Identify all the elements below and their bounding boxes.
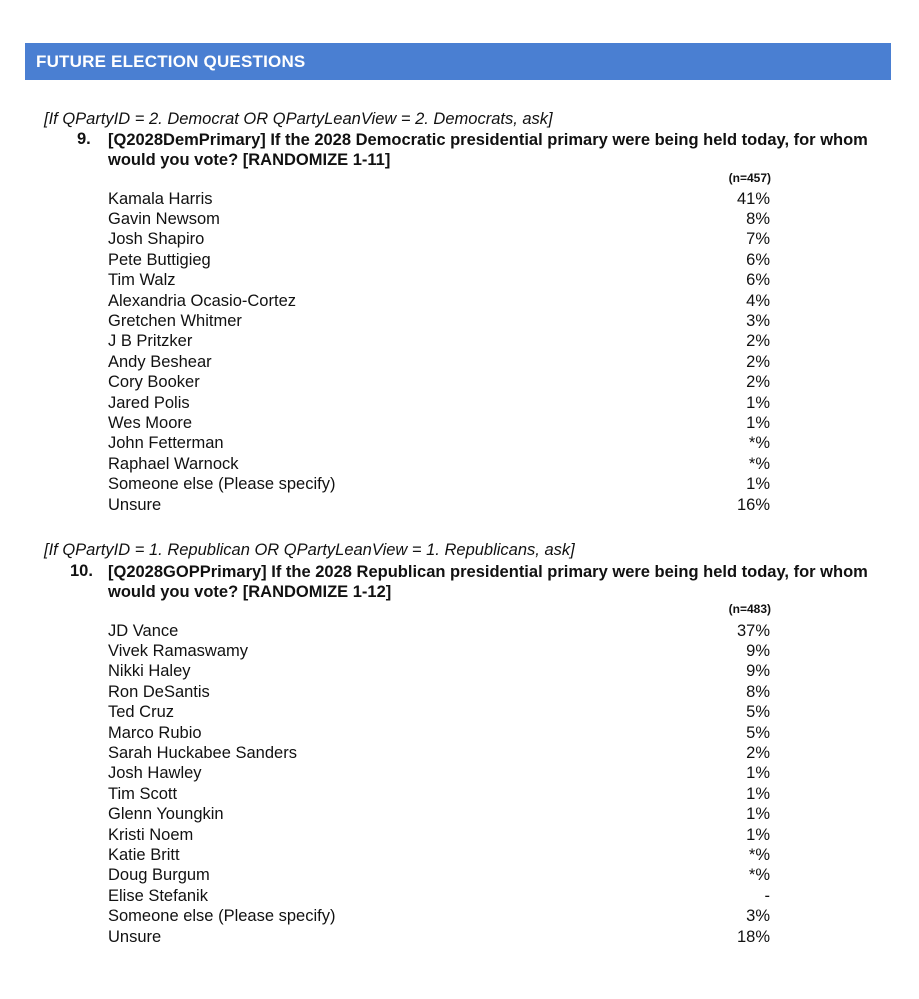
candidate-percent: 1%: [746, 784, 770, 803]
result-row: [108, 230, 770, 250]
result-row: [108, 189, 770, 209]
result-row: [108, 621, 770, 641]
candidate-name: Unsure: [108, 927, 162, 946]
candidate-percent: 16%: [736, 495, 770, 514]
result-row: [108, 927, 770, 947]
candidate-name: Ted Cruz: [108, 703, 175, 722]
candidate-name: Jared Polis: [108, 393, 190, 412]
candidate-percent: 3%: [746, 312, 770, 331]
candidate-name: Andy Beshear: [108, 352, 212, 371]
candidate-name: Kamala Harris: [108, 189, 213, 208]
candidate-name: Gavin Newsom: [108, 210, 220, 229]
candidate-name: Glenn Youngkin: [108, 805, 224, 824]
section-title: FUTURE ELECTION QUESTIONS: [36, 51, 306, 71]
result-row: [108, 250, 770, 270]
result-row: [108, 845, 770, 865]
candidate-percent: 9%: [746, 662, 770, 681]
candidate-percent: *%: [748, 845, 770, 864]
result-row: [108, 866, 770, 886]
result-row: [108, 311, 770, 331]
candidate-name: Someone else (Please specify): [108, 907, 336, 926]
result-row: [108, 332, 770, 352]
candidate-percent: -: [764, 886, 770, 905]
question-10-condition: [If QPartyID = 1. Republican OR QPartyLeanView = 1. Republicans, ask]: [44, 541, 575, 559]
candidate-percent: 18%: [736, 927, 770, 946]
candidate-name: Tim Walz: [108, 271, 176, 290]
candidate-name: Ron DeSantis: [108, 682, 210, 701]
candidate-name: Josh Shapiro: [108, 230, 205, 249]
candidate-percent: *%: [748, 454, 770, 473]
candidate-name: Josh Hawley: [108, 764, 202, 783]
result-row: [108, 825, 770, 845]
candidate-name: Tim Scott: [108, 784, 178, 803]
result-row: [108, 413, 770, 433]
result-row: [108, 703, 770, 723]
candidate-name: Someone else (Please specify): [108, 475, 336, 494]
candidate-name: Cory Booker: [108, 373, 200, 392]
candidate-name: Alexandria Ocasio-Cortez: [108, 291, 296, 310]
question-10-sample-size: (n=483): [728, 602, 771, 616]
result-row: [108, 662, 770, 682]
candidate-percent: *%: [748, 434, 770, 453]
result-row: [108, 434, 770, 454]
candidate-percent: 7%: [746, 230, 770, 249]
result-row: [108, 682, 770, 702]
candidate-percent: 1%: [746, 475, 770, 494]
result-row: [108, 495, 770, 515]
candidate-percent: 2%: [746, 352, 770, 371]
result-row: [108, 764, 770, 784]
result-row: [108, 291, 770, 311]
question-10-text: [Q2028GOPPrimary] If the 2028 Republican presidential primary were being held today, for whom would you vote? [RANDOMIZE 1-12]: [108, 563, 868, 601]
result-row: [108, 209, 770, 229]
candidate-percent: 5%: [746, 703, 770, 722]
candidate-name: Gretchen Whitmer: [108, 312, 242, 331]
candidate-percent: 1%: [746, 805, 770, 824]
result-row: [108, 393, 770, 413]
question-10-number: 10.: [70, 562, 93, 580]
candidate-name: Vivek Ramaswamy: [108, 642, 248, 661]
candidate-name: Raphael Warnock: [108, 454, 239, 473]
candidate-percent: *%: [748, 866, 770, 885]
candidate-percent: 2%: [746, 373, 770, 392]
result-row: [108, 743, 770, 763]
candidate-name: Kristi Noem: [108, 825, 194, 844]
candidate-percent: 1%: [746, 825, 770, 844]
candidate-name: J B Pritzker: [108, 332, 193, 351]
candidate-name: Pete Buttigieg: [108, 250, 211, 269]
result-row: [108, 454, 770, 474]
section-header-bar: [25, 43, 891, 80]
result-row: [108, 886, 770, 906]
candidate-percent: 8%: [746, 210, 770, 229]
result-row: [108, 805, 770, 825]
result-row: [108, 784, 770, 804]
candidate-percent: 6%: [746, 271, 770, 290]
candidate-percent: 2%: [746, 332, 770, 351]
result-row: [108, 352, 770, 372]
candidate-percent: 9%: [746, 642, 770, 661]
candidate-percent: 6%: [746, 250, 770, 269]
candidate-percent: 5%: [746, 723, 770, 742]
candidate-percent: 41%: [736, 189, 770, 208]
candidate-name: John Fetterman: [108, 434, 224, 453]
candidate-name: Katie Britt: [108, 845, 180, 864]
question-9-sample-size: (n=457): [728, 171, 771, 185]
result-row: [108, 474, 770, 494]
candidate-name: Marco Rubio: [108, 723, 202, 742]
candidate-name: JD Vance: [108, 621, 179, 640]
result-row: [108, 906, 770, 926]
candidate-name: Elise Stefanik: [108, 886, 208, 905]
candidate-percent: 1%: [746, 764, 770, 783]
candidate-name: Nikki Haley: [108, 662, 191, 681]
result-row: [108, 641, 770, 661]
candidate-percent: 3%: [746, 907, 770, 926]
candidate-name: Sarah Huckabee Sanders: [108, 744, 297, 763]
result-row: [108, 271, 770, 291]
candidate-percent: 2%: [746, 744, 770, 763]
result-row: [108, 723, 770, 743]
question-9-text: [Q2028DemPrimary] If the 2028 Democratic presidential primary were being held today, for whom would you vote? [RANDOMIZE 1-11]: [108, 131, 868, 169]
candidate-name: Unsure: [108, 495, 162, 514]
candidate-name: Doug Burgum: [108, 866, 210, 885]
candidate-percent: 4%: [746, 291, 770, 310]
question-9-results: [108, 189, 770, 515]
question-9-condition: [If QPartyID = 2. Democrat OR QPartyLeanView = 2. Democrats, ask]: [44, 110, 553, 128]
candidate-percent: 1%: [746, 393, 770, 412]
result-row: [108, 373, 770, 393]
question-10-results: [108, 621, 770, 947]
candidate-name: Wes Moore: [108, 413, 193, 432]
question-9-number: 9.: [77, 130, 91, 148]
candidate-percent: 37%: [736, 621, 770, 640]
candidate-percent: 8%: [746, 682, 770, 701]
candidate-percent: 1%: [746, 413, 770, 432]
